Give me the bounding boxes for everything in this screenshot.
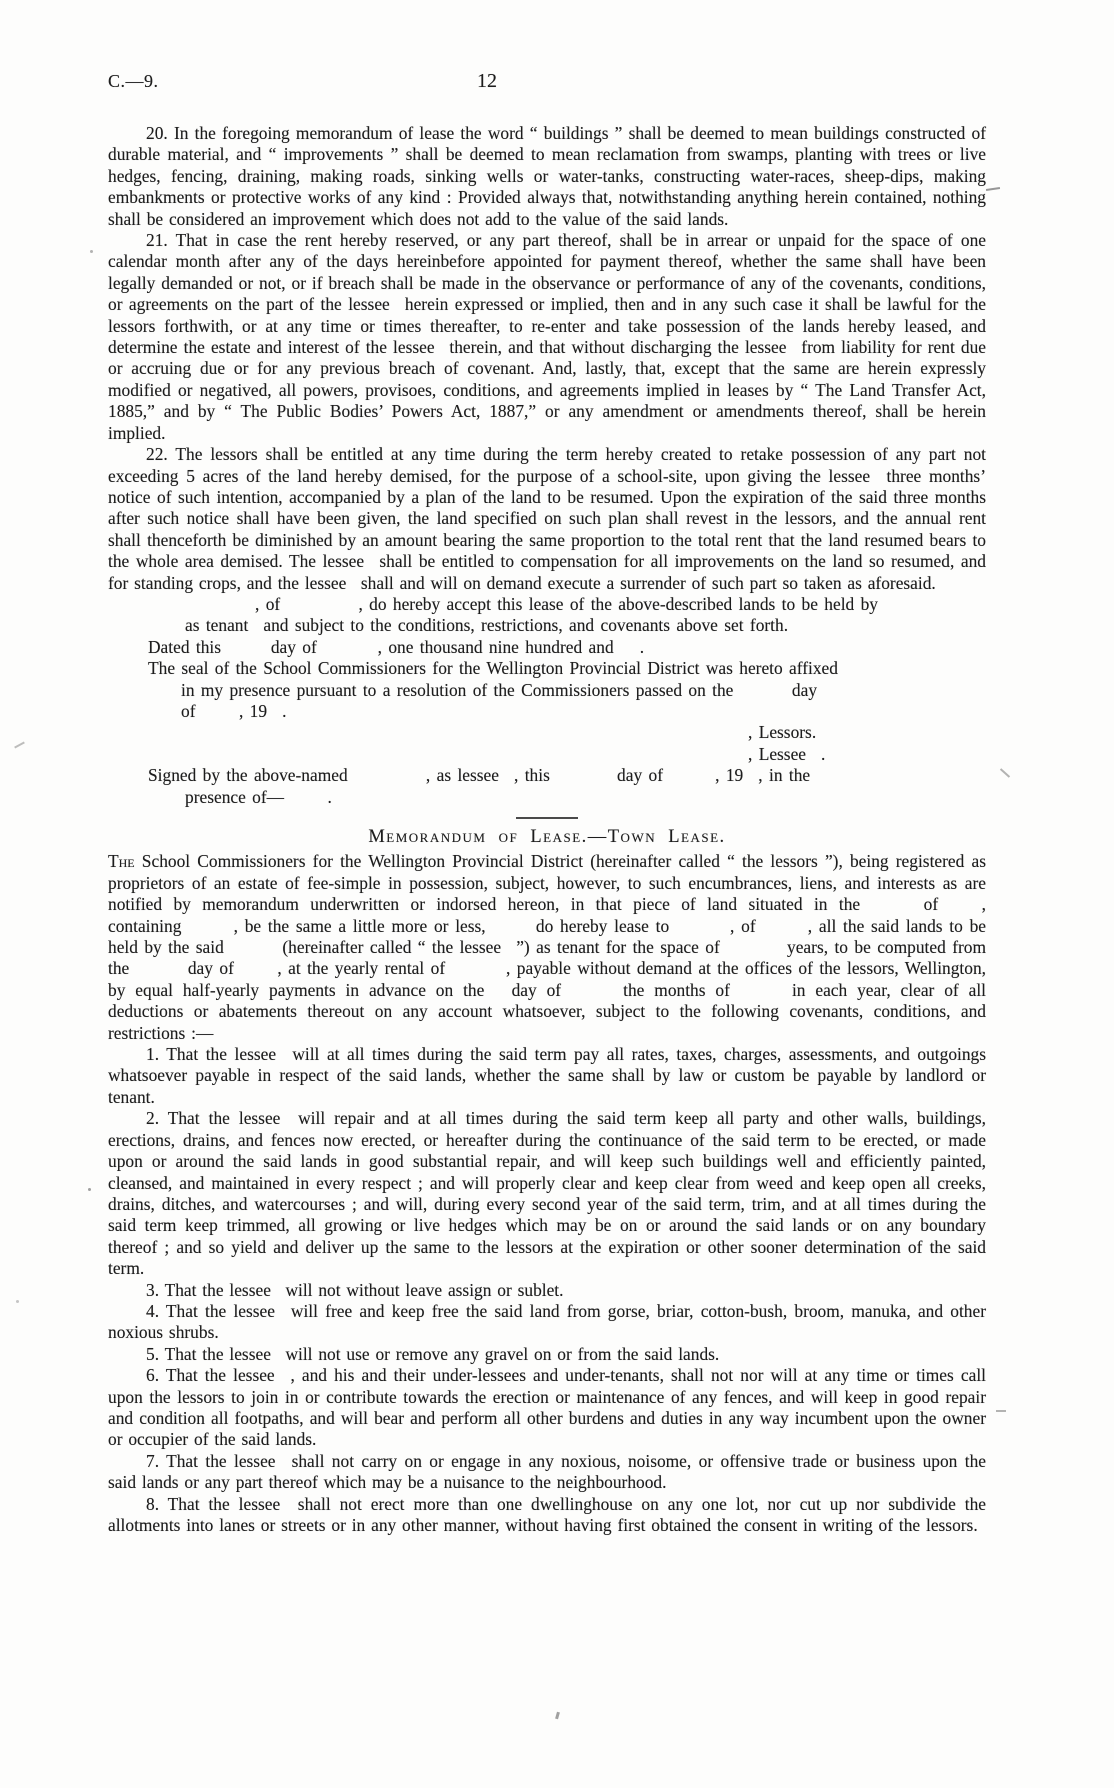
- signed-line-2: presence of— .: [185, 786, 332, 807]
- document-body: [108, 123, 986, 1536]
- scan-artifact: [996, 1410, 1006, 1412]
- covenant-5: 5. That the lessee will not use or remove any gravel on or from the said lands.: [146, 1343, 720, 1364]
- covenant-7: 7. That the lessee shall not carry on or engage in any noxious, noisome, or offensive trade or business upon the said lands or any part thereof which may be a nuisance to the neighbourhood.: [108, 1450, 986, 1493]
- scan-artifact: [986, 187, 1000, 191]
- memorandum-opening-text: School Commissioners for the Wellington Provincial District (hereinafter called “ the lessors ”), being registered as proprietors of an estate of fee-simple in possession, subject, however, to such encumbrances, liens, and interests as are notified by memorandum underwritten or indorsed hereon, in that piece of land situated in the of , containing , be the same a little more or less, do hereby lease to , of , all the said lands to be held by the said (hereinafter called “ the lessee ”) as tenant for the space of years, to be computed from the day of , at the yearly rental of , payable without demand at the offices of the lessors, Wellington, by equal half-yearly payments in advance on the day of the months of in each year, clear of all deductions or abatements thereout on any account whatsoever, subject to the following covenants, conditions, and restrictions :—: [108, 851, 986, 1043]
- memorandum-opening-paragraph: [108, 851, 986, 1044]
- acceptance-line-1: , of , do hereby accept this lease of the above-described lands to be held by: [255, 593, 878, 614]
- covenant-6: 6. That the lessee , and his and their under-lessees and under-tenants, shall not nor will at any time or times call upon the lessors to join in or contribute towards the erection or maintenance of any fences, and will keep in good repair and condition all footpaths, and will bear and perform all other burdens and duties in any way incumbent upon the owner or occupier of the said lands.: [108, 1365, 986, 1450]
- clause-21: 21. That in case the rent hereby reserved, or any part thereof, shall be in arrear or unpaid for the space of one calendar month after any of the days hereinbefore appointed for payment thereof, whether the same shall have been legally demanded or not, or if breach shall be made in the observance or performance of any of the covenants, conditions, or agreements on the part of the lessee herein expressed or implied, then and in any such case it shall be lawful for the lessors forthwith, or at any time or times thereafter, to re-enter and take possession of the lands hereby leased, and determine the estate and interest of the lessee therein, and that without discharging the lessee from liability for rent due or accruing due or for any previous breach of covenant. And, lastly, that, except that the same are herein expressly modified or negatived, all powers, provisoes, conditions, and agreements implied in leases by “ The Land Transfer Act, 1885,” and by “ The Public Bodies’ Powers Act, 1887,” or any amendment or amendments thereof, shall be herein implied.: [108, 230, 986, 443]
- lessee-signature-line: , Lessee .: [748, 743, 826, 764]
- seal-line-3: of , 19 .: [181, 700, 287, 721]
- dated-line: Dated this day of , one thousand nine hundred and .: [148, 636, 645, 657]
- acceptance-line-2: as tenant and subject to the conditions, restrictions, and covenants above set forth.: [185, 615, 789, 636]
- scan-artifact: [90, 250, 93, 253]
- signed-line-1: Signed by the above-named , as lessee , this day of , 19 , in the: [148, 765, 811, 786]
- document-code: C.—9.: [108, 71, 159, 91]
- scan-artifact: [1000, 768, 1010, 778]
- scan-artifact: [16, 1300, 19, 1303]
- memorandum-heading: Memorandum of Lease.—Town Lease.: [368, 827, 726, 847]
- seal-line-1: The seal of the School Commissioners for the Wellington Provincial District was hereto affixed: [148, 658, 838, 679]
- page-number: 12: [477, 70, 497, 92]
- covenant-1: 1. That the lessee will at all times during the said term pay all rates, taxes, charges, assessments, and outgoings whatsoever payable in respect of the said lands, whether the same shall by law or custom be payable by landlord or tenant.: [108, 1044, 986, 1107]
- lead-in-word: The: [108, 851, 135, 872]
- clause-20: 20. In the foregoing memorandum of lease the word “ buildings ” shall be deemed to mean buildings constructed of durable material, and “ improvements ” shall be deemed to mean reclamation from swamps, planting with trees or live hedges, fencing, draining, making roads, sinking wells or water-tanks, constructing water-races, sheep-dips, making embankments or protective works of any kind : Provided always that, notwithstanding anything herein contained, nothing shall be considered an improvement which does not add to the value of the said lands.: [108, 123, 986, 229]
- covenant-4: 4. That the lessee will free and keep free the said land from gorse, briar, cotton-bush, broom, manuka, and other noxious shrubs.: [108, 1300, 986, 1343]
- covenant-2: 2. That the lessee will repair and at all times during the said term keep all party and other walls, buildings, erections, drains, and fences now erected, or hereafter during the continuance of the said term to be erected, or made upon or around the said lands in good substantial repair, and will keep such buildings well and efficiently painted, cleansed, and maintained in every respect ; and will properly clear and keep clear from weed and keep open all creeks, drains, ditches, and watercourses ; and will, during every second year of the said term, trim, and at all times during the said term keep trimmed, all growing or live hedges which may be on or around the said lands or on any boundary thereof ; and so yield and deliver up the same to the lessors at the expiration or other sooner determination of the said term.: [108, 1108, 986, 1279]
- scan-artifact: [88, 1188, 91, 1191]
- covenant-3: 3. That the lessee will not without leave assign or sublet.: [146, 1279, 564, 1300]
- covenant-8: 8. That the lessee shall not erect more than one dwellinghouse on any one lot, nor cut up nor subdivide the allotments into lanes or streets or in any other manner, without having first obtained the consent in writing of the lessors.: [108, 1493, 986, 1535]
- clause-22: 22. The lessors shall be entitled at any time during the term hereby created to retake possession of any part not exceeding 5 acres of the land hereby demised, for the purpose of a school-site, upon giving the lessee three months’ notice of such intention, accompanied by a plan of the land to be resumed. Upon the expiration of the said three months after such notice shall have been given, the land specified on such plan shall revest in the lessors, and the annual rent shall thenceforth be diminished by an amount bearing the same proportion to the total rent that the land resumed bears to the whole area demised. The lessee shall be entitled to compensation for all improvements on the land so resumed, and for standing crops, and the lessee shall and will on demand execute a surrender of such part so taken as aforesaid.: [108, 444, 986, 593]
- page-header: [108, 70, 986, 93]
- section-divider-rule: [516, 817, 578, 819]
- scan-artifact: [555, 1712, 560, 1720]
- seal-line-2: in my presence pursuant to a resolution of the Commissioners passed on the day: [181, 679, 818, 700]
- scan-artifact: [14, 742, 25, 749]
- lessors-signature-line: , Lessors.: [748, 722, 817, 743]
- text-column: [108, 70, 986, 1536]
